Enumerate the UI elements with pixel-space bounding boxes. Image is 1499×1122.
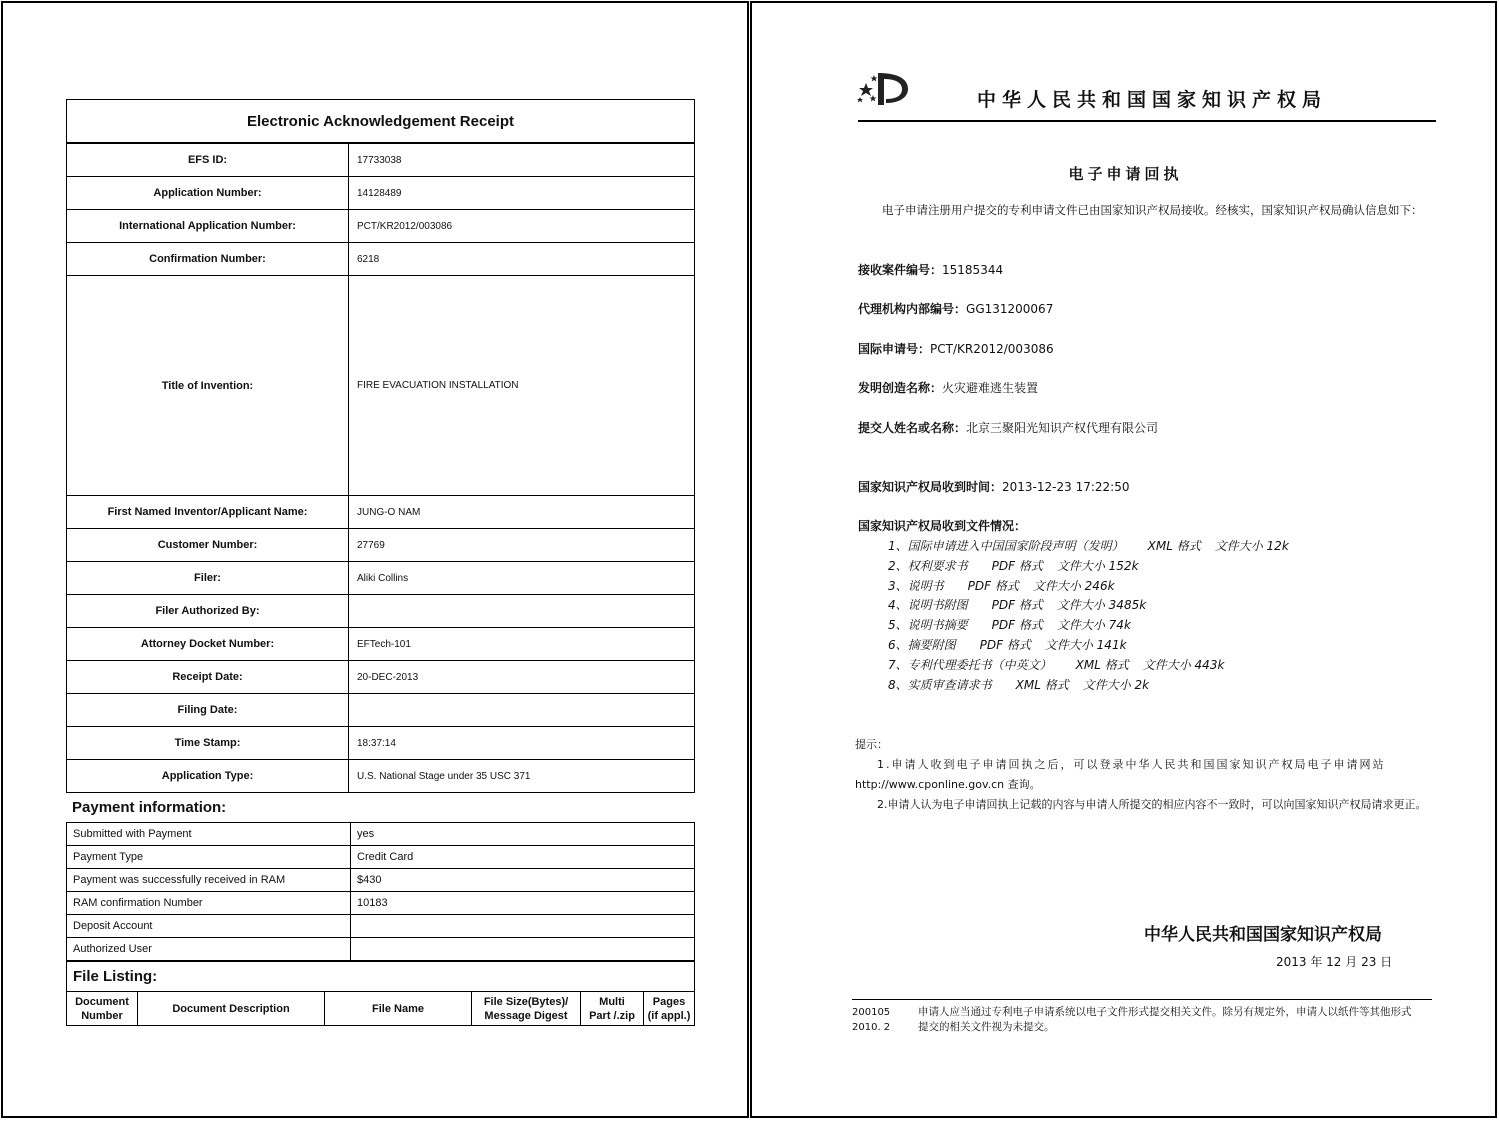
- field-value: 18:37:14: [349, 727, 695, 760]
- cn-receipt-page: [750, 1, 1497, 1118]
- payment-value: yes: [351, 823, 695, 846]
- header-divider: [858, 120, 1436, 122]
- field-value: EFTech-101: [349, 628, 695, 661]
- table-row: [67, 177, 695, 210]
- field-label: International Application Number:: [67, 210, 349, 243]
- field-value: 6218: [349, 243, 695, 276]
- list-item: 2、权利要求书 PDF 格式 文件大小 152k: [888, 558, 1139, 573]
- table-row: [67, 727, 695, 760]
- field-label: Title of Invention:: [67, 276, 349, 496]
- footer-divider: [852, 999, 1432, 1000]
- us-receipt-page: [1, 1, 749, 1118]
- field-label: Application Number:: [67, 177, 349, 210]
- table-row: [67, 846, 695, 869]
- field-label: Filing Date:: [67, 694, 349, 727]
- field-value: JUNG-O NAM: [349, 496, 695, 529]
- payment-value: $430: [351, 869, 695, 892]
- payment-label: Payment Type: [67, 846, 351, 869]
- payment-value: [351, 938, 695, 961]
- field-label: EFS ID:: [67, 144, 349, 177]
- list-item: 4、说明书附图 PDF 格式 文件大小 3485k: [888, 598, 1147, 613]
- receipt-fields-table: [66, 143, 695, 793]
- payment-label: Payment was successfully received in RAM: [67, 869, 351, 892]
- payment-value: [351, 915, 695, 938]
- field-label: Confirmation Number:: [67, 243, 349, 276]
- list-item: 7、专利代理委托书（中英文） XML 格式 文件大小 443k: [888, 657, 1225, 672]
- payment-table: [66, 822, 695, 961]
- table-row: [67, 694, 695, 727]
- field-value: 27769: [349, 529, 695, 562]
- tip-1-line-2: http://www.cponline.gov.cn 查询。: [855, 778, 1041, 791]
- tip-2: 2.申请人认为电子申请回执上记载的内容与申请人所提交的相应内容不一致时，可以向国家知识产权局请求更正。: [877, 798, 1427, 811]
- tip-1: [855, 755, 1435, 795]
- column-header: Document Number: [67, 992, 138, 1026]
- field-value: 20-DEC-2013: [349, 661, 695, 694]
- file-listing-table: [66, 991, 695, 1026]
- table-row: [67, 276, 695, 496]
- table-row: [67, 628, 695, 661]
- list-item: 6、摘要附图 PDF 格式 文件大小 141k: [888, 637, 1127, 652]
- received-files-list: [888, 537, 1289, 695]
- invention-name-field: 发明创造名称：火灾避难逃生装置: [858, 381, 1039, 395]
- field-value: 17733038: [349, 144, 695, 177]
- column-header: File Name: [325, 992, 472, 1026]
- receipt-title: Electronic Acknowledgement Receipt: [66, 99, 695, 143]
- table-row: [67, 210, 695, 243]
- tips-heading: 提示：: [855, 738, 888, 751]
- table-row: [67, 938, 695, 961]
- file-listing-box: [66, 961, 695, 991]
- table-header-row: [67, 992, 695, 1026]
- list-item: 8、实质审查请求书 XML 格式 文件大小 2k: [888, 677, 1150, 692]
- table-row: [67, 562, 695, 595]
- field-value: U.S. National Stage under 35 USC 371: [349, 760, 695, 793]
- agency-number-field: 代理机构内部编号：GG131200067: [858, 302, 1054, 316]
- field-label: First Named Inventor/Applicant Name:: [67, 496, 349, 529]
- field-label: Filer Authorized By:: [67, 595, 349, 628]
- footer-note: 申请人应当通过专利电子申请系统以电子文件形式提交相关文件。除另有规定外，申请人以纸件等其他形式提交的相关文件视为未提交。: [918, 1006, 1412, 1033]
- field-label: Receipt Date:: [67, 661, 349, 694]
- payment-label: Authorized User: [67, 938, 351, 961]
- files-heading: 国家知识产权局收到文件情况：: [858, 519, 1027, 533]
- list-item: 1、国际申请进入中国国家阶段声明（发明） XML 格式 文件大小 12k: [888, 539, 1289, 553]
- field-label: Attorney Docket Number:: [67, 628, 349, 661]
- signature-organization: 中华人民共和国国家知识产权局: [1144, 925, 1382, 945]
- received-time-field: 国家知识产权局收到时间：2013-12-23 17:22:50: [858, 480, 1130, 494]
- table-row: [67, 144, 695, 177]
- document-title: 电子申请回执: [1068, 165, 1183, 183]
- intl-application-field: 国际申请号：PCT/KR2012/003086: [858, 342, 1054, 356]
- table-row: [67, 661, 695, 694]
- field-value: PCT/KR2012/003086: [349, 210, 695, 243]
- field-value: [349, 595, 695, 628]
- payment-label: RAM confirmation Number: [67, 892, 351, 915]
- payment-label: Submitted with Payment: [67, 823, 351, 846]
- file-listing-heading: File Listing:: [73, 968, 158, 985]
- payment-heading: Payment information:: [72, 799, 227, 816]
- field-label: Time Stamp:: [67, 727, 349, 760]
- column-header: Pages (if appl.): [644, 992, 695, 1026]
- form-code: 200105 2010. 2: [852, 1007, 891, 1033]
- tip-1-line-1: 1.申请人收到电子申请回执之后，可以登录中华人民共和国国家知识产权局电子申请网站: [877, 758, 1386, 771]
- field-label: Filer:: [67, 562, 349, 595]
- payment-label: Deposit Account: [67, 915, 351, 938]
- table-row: [67, 869, 695, 892]
- field-value: Aliki Collins: [349, 562, 695, 595]
- column-header: File Size(Bytes)/ Message Digest: [472, 992, 581, 1026]
- acknowledgement-receipt: [66, 99, 695, 1026]
- list-item: 5、说明书摘要 PDF 格式 文件大小 74k: [888, 618, 1131, 633]
- field-value: 14128489: [349, 177, 695, 210]
- sipo-logo-icon: [856, 69, 916, 109]
- column-header: Document Description: [138, 992, 325, 1026]
- table-row: [67, 915, 695, 938]
- payment-value: 10183: [351, 892, 695, 915]
- field-label: Application Type:: [67, 760, 349, 793]
- table-row: [67, 823, 695, 846]
- table-row: [67, 496, 695, 529]
- table-row: [67, 892, 695, 915]
- table-row: [67, 595, 695, 628]
- list-item: 3、说明书 PDF 格式 文件大小 246k: [888, 578, 1115, 593]
- signature-date: 2013 年 12 月 23 日: [1276, 955, 1393, 969]
- table-row: [67, 760, 695, 793]
- field-label: Customer Number:: [67, 529, 349, 562]
- intro-paragraph: 电子申请注册用户提交的专利申请文件已由国家知识产权局接收。经核实，国家知识产权局确认信息如下：: [882, 203, 1423, 217]
- submitter-field: 提交人姓名或名称：北京三聚阳光知识产权代理有限公司: [858, 421, 1159, 435]
- case-number-field: 接收案件编号：15185344: [858, 263, 1004, 277]
- field-value: [349, 694, 695, 727]
- column-header: Multi Part /.zip: [581, 992, 644, 1026]
- payment-value: Credit Card: [351, 846, 695, 869]
- table-row: [67, 243, 695, 276]
- field-value: FIRE EVACUATION INSTALLATION: [349, 276, 695, 496]
- table-row: [67, 529, 695, 562]
- office-header: 中华人民共和国国家知识产权局: [977, 89, 1328, 111]
